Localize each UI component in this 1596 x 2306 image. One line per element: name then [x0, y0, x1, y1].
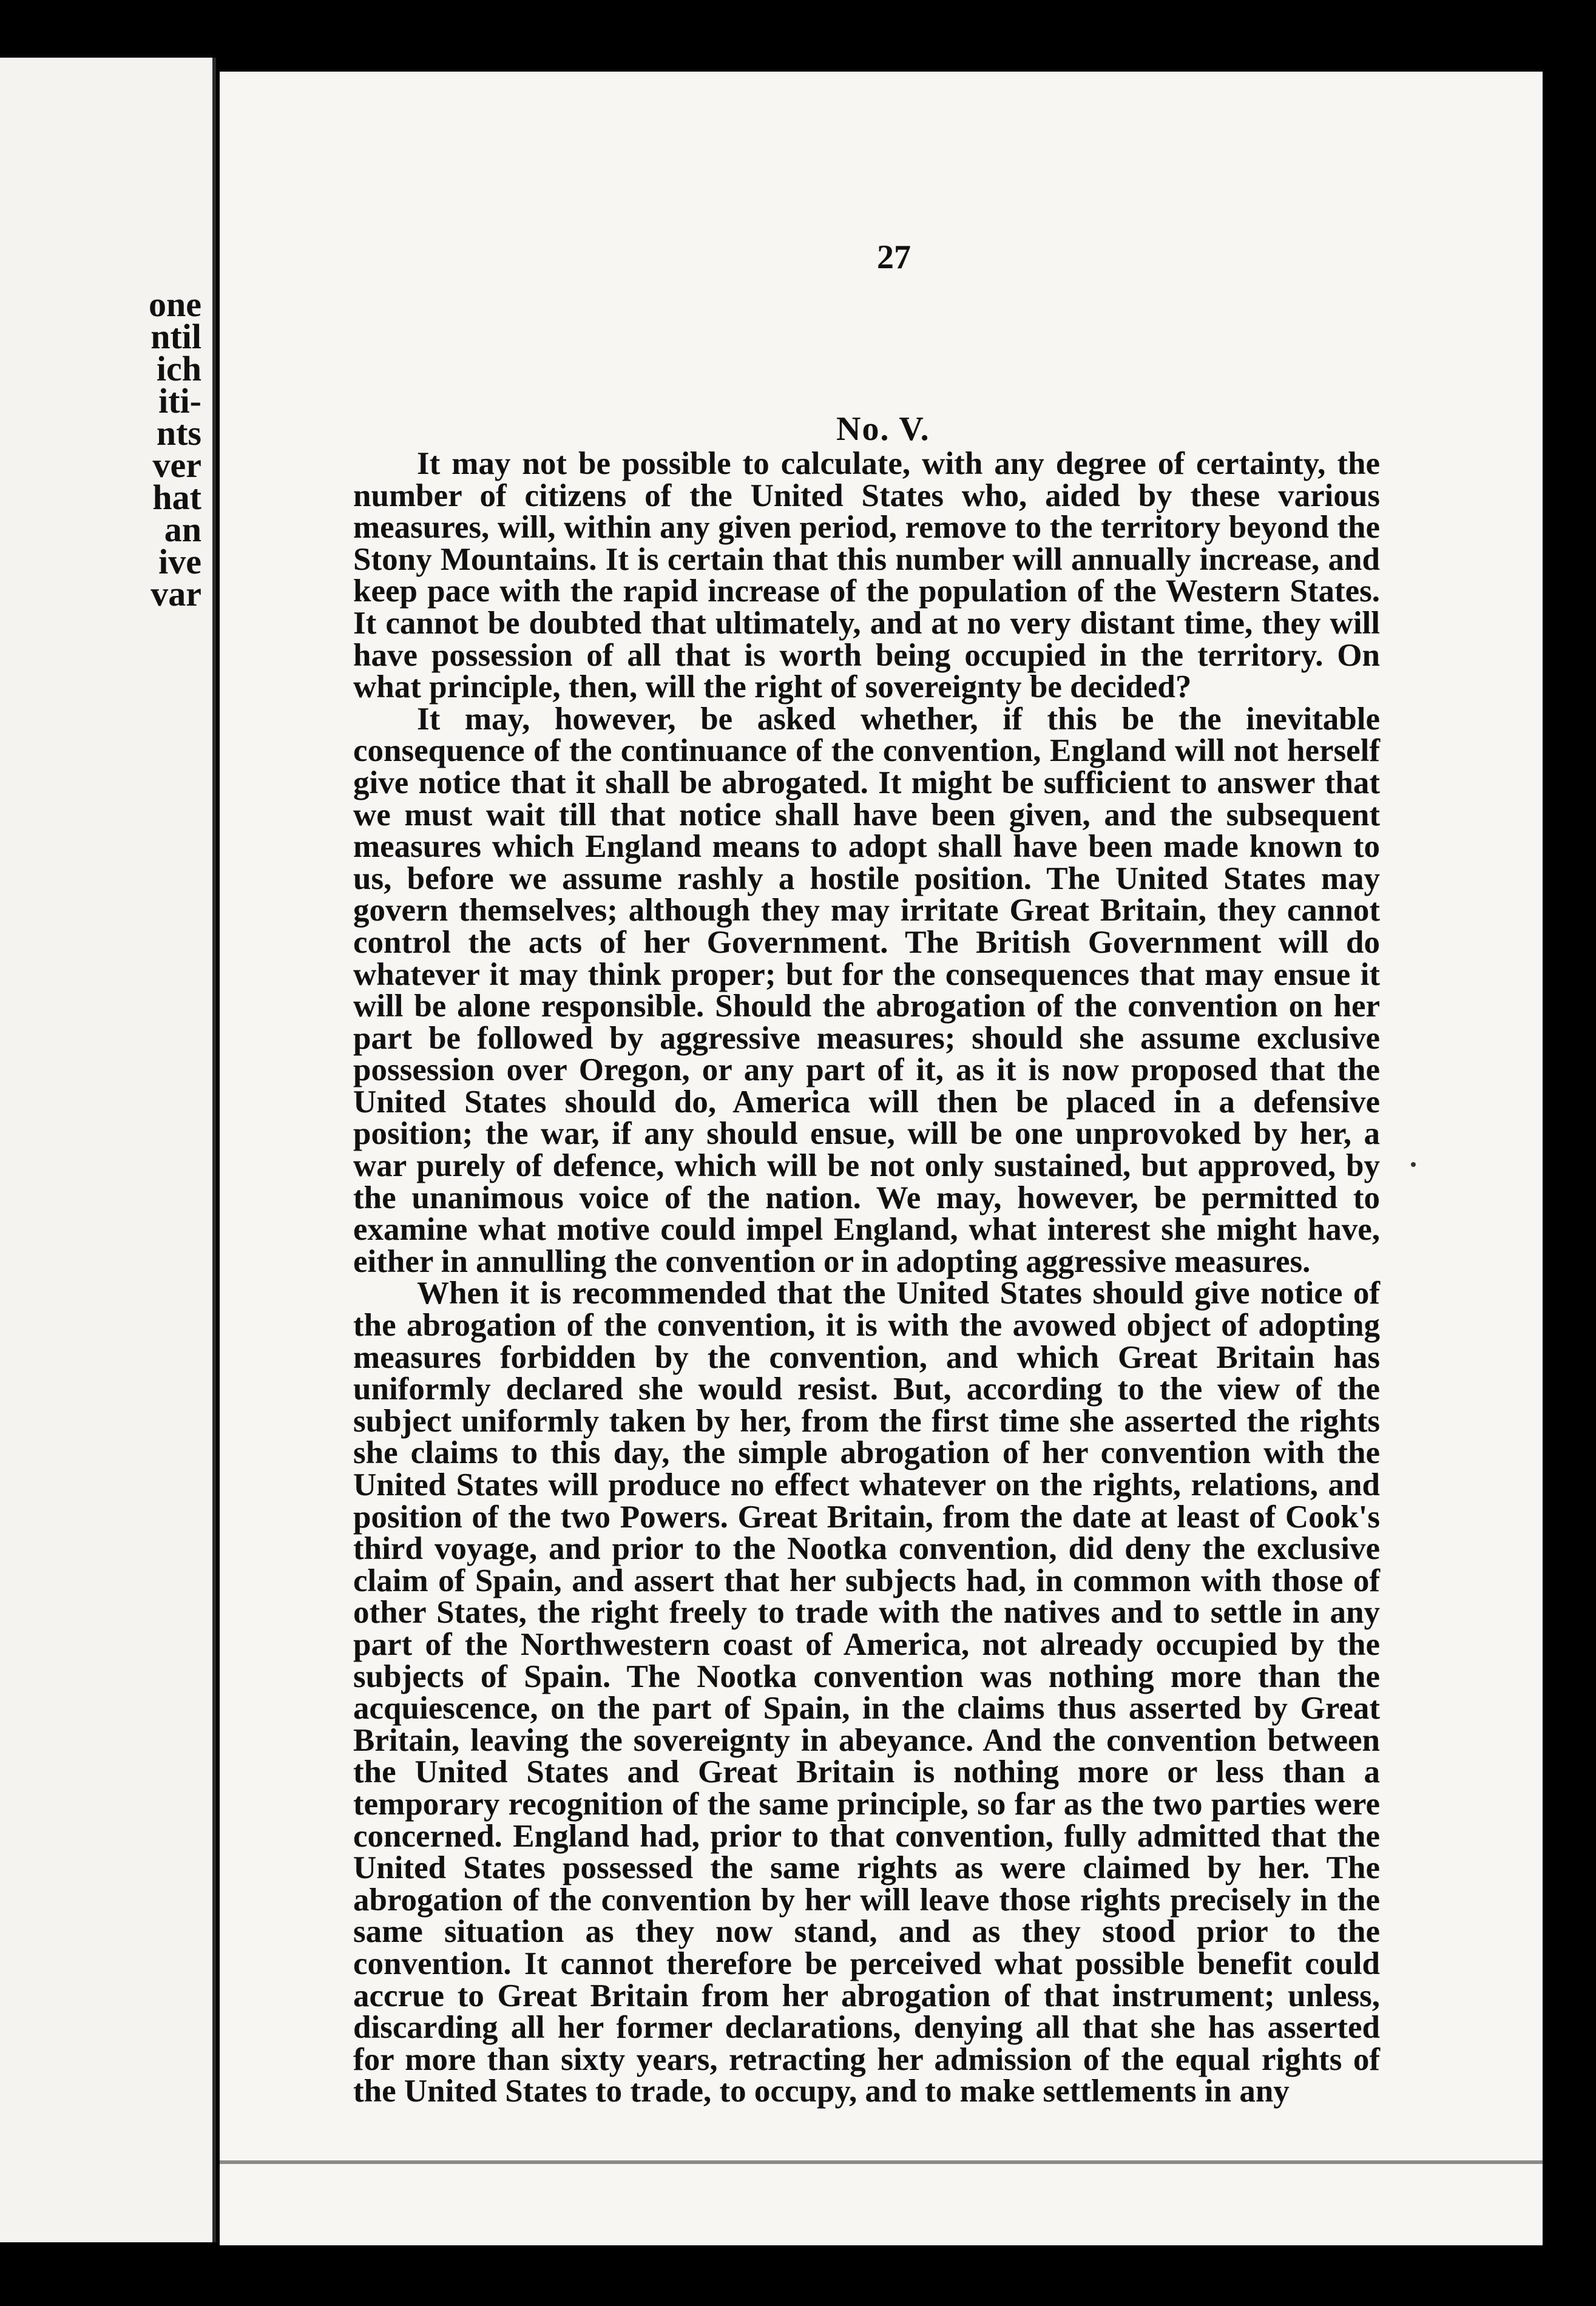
- fragment-line: ich: [156, 349, 201, 388]
- paragraph: It may not be possible to calculate, with any degree of certainty, the number of citizens of the United States who, aided by these various measures, will, within any given period, remove to the territory beyond the Stony Mountains. It is certain that this number will annually increase, and keep pace with the rapid increase of the population of the Western States. It cannot be doubted that ultimately, and at no very distant time, they will have possession of all that is worth being occupied in the territory. On what principle, then, will the right of sovereignty be decided?: [353, 446, 1380, 705]
- facing-page-text-fragments: [149, 285, 201, 614]
- paragraph: When it is recommended that the United States should give notice of the abrogation of the convention, it is with the avowed object of adopting measures forbidden by the convention, and which Great Britain has uniformly declared she would resist. But, according to the view of the subject uniformly taken by her, from the first time she asserted the rights she claims to this day, the simple abrogation of her convention with the United States will produce no effect whatever on the rights, relations, and position of the two Powers. Great Britain, from the date at least of Cook's third voyage, and prior to the Nootka convention, did deny the exclusive claim of Spain, and assert that her subjects had, in common with those of other States, the right freely to trade with the natives and to settle in any part of the Northwestern coast of America, not already occupied by the subjects of Spain. The Nootka convention was nothing more than the acquiescence, on the part of Spain, in the claims thus asserted by Great Britain, leaving the sovereignty in abeyance. And the convention between the United States and Great Britain is nothing more or less than a temporary recognition of the same principle, so far as the two parties were concerned. England had, prior to that convention, fully admitted that the United States possessed the same rights as were claimed by her. The abrogation of the convention by her will leave those rights precisely in the same situation as they now stand, and as they stood prior to the convention. It cannot therefore be perceived what possible benefit could accrue to Great Britain from her abrogation of that instrument; unless, discarding all her former declarations, denying all that she has asserted for more than sixty years, retracting her admission of the equal rights of the United States to trade, to occupy, and to make settlements in any: [353, 1276, 1380, 2109]
- fragment-line: iti-: [158, 381, 201, 421]
- fragment-line: ntil: [150, 317, 201, 356]
- section-title: No. V.: [836, 410, 930, 448]
- body-text: [353, 448, 1380, 2108]
- fragment-line: hat: [152, 478, 201, 517]
- fragment-line: ver: [152, 445, 201, 485]
- fragment-line: nts: [156, 413, 201, 453]
- fragment-line: an: [164, 510, 201, 549]
- margin-speck: [1411, 1162, 1416, 1167]
- fragment-line: one: [149, 285, 201, 324]
- fragment-line: ive: [158, 542, 201, 581]
- facing-page-edge: [0, 58, 216, 2242]
- paragraph: It may, however, be asked whether, if this be the inevitable consequence of the continuance of the convention, England will not herself give notice that it shall be abrogated. It might be sufficient to answer that we must wait till that notice shall have been given, and the subsequent measures which England means to adopt shall have been made known to us, before we assume rashly a hostile position. The United States may govern themselves; although they may irritate Great Britain, they cannot control the acts of her Government. The British Government will do whatever it may think proper; but for the consequences that may ensue it will be alone responsible. Should the abrogation of the convention on her part be followed by aggressive measures; should she assume exclusive possession over Oregon, or any part of it, as it is now proposed that the United States should do, America will then be placed in a defensive position; the war, if any should ensue, will be one unprovoked by her, a war purely of defence, which will be not only sustained, but approved, by the unanimous voice of the nation. We may, however, be permitted to examine what motive could impel England, what interest she might have, either in annulling the convention or in adopting aggressive measures.: [353, 701, 1380, 1279]
- page-number: 27: [877, 238, 911, 276]
- page-bottom-edge: [220, 2160, 1543, 2164]
- fragment-line: var: [150, 574, 201, 614]
